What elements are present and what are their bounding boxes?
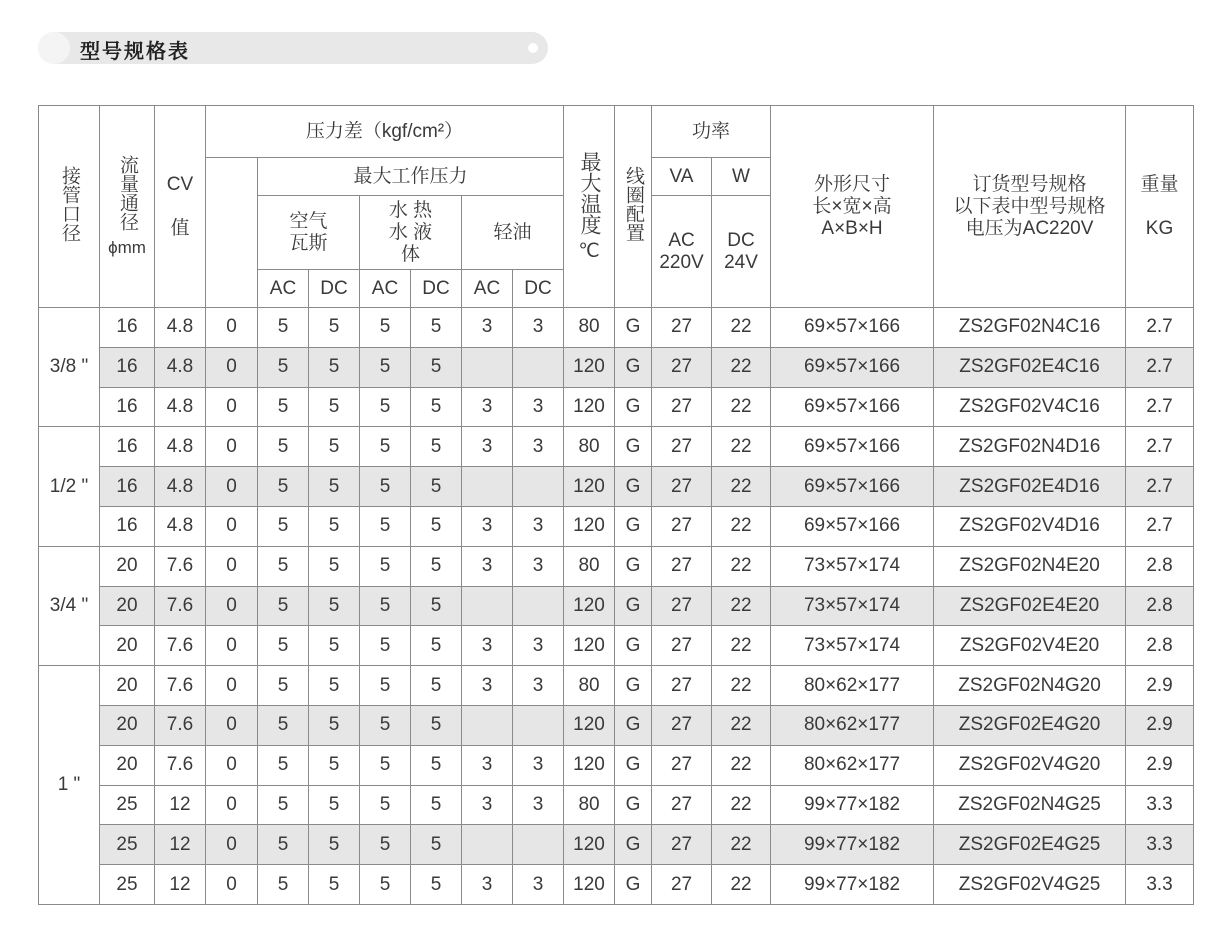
pipe-size-cell: 3/8 "	[39, 308, 100, 427]
header-ac220: AC 220V	[652, 196, 712, 308]
cell-temp: 120	[564, 745, 615, 785]
cell-water-dc: 5	[411, 347, 462, 387]
cell-w: 22	[712, 546, 771, 586]
cell-air-ac: 5	[258, 825, 309, 865]
header-water-dc: DC	[411, 270, 462, 308]
cell-water-ac: 5	[360, 666, 411, 706]
cell-oil-dc	[513, 467, 564, 507]
cell-oil-ac	[462, 467, 513, 507]
cell-model: ZS2GF02V4G20	[934, 745, 1126, 785]
table-row	[39, 666, 1194, 706]
cell-flow: 20	[100, 626, 155, 666]
cell-air-dc: 5	[309, 387, 360, 427]
cell-oil-dc: 3	[513, 745, 564, 785]
cell-min: 0	[206, 506, 258, 546]
cell-air-dc: 5	[309, 586, 360, 626]
cell-flow: 20	[100, 666, 155, 706]
cell-model: ZS2GF02N4D16	[934, 427, 1126, 467]
cell-cv: 7.6	[155, 705, 206, 745]
header-weight: 重量 KG	[1126, 106, 1194, 308]
cell-water-dc: 5	[411, 308, 462, 348]
cell-air-ac: 5	[258, 626, 309, 666]
cell-water-dc: 5	[411, 865, 462, 905]
table-row	[39, 308, 1194, 348]
cell-weight: 3.3	[1126, 785, 1194, 825]
cell-min: 0	[206, 705, 258, 745]
cell-flow: 16	[100, 467, 155, 507]
cell-temp: 80	[564, 666, 615, 706]
cell-oil-dc	[513, 586, 564, 626]
header-max-temp: 最大温度 ℃	[564, 106, 615, 308]
cell-oil-dc: 3	[513, 666, 564, 706]
cell-flow: 16	[100, 347, 155, 387]
cell-model: ZS2GF02E4G25	[934, 825, 1126, 865]
cell-temp: 120	[564, 865, 615, 905]
cell-air-ac: 5	[258, 427, 309, 467]
cell-oil-ac	[462, 705, 513, 745]
cell-water-dc: 5	[411, 745, 462, 785]
cell-flow: 16	[100, 506, 155, 546]
cell-dims: 69×57×166	[771, 506, 934, 546]
table-row	[39, 387, 1194, 427]
cell-dims: 73×57×174	[771, 586, 934, 626]
cell-temp: 80	[564, 546, 615, 586]
cell-water-dc: 5	[411, 387, 462, 427]
cell-dims: 99×77×182	[771, 865, 934, 905]
cell-coil: G	[615, 666, 652, 706]
cell-water-ac: 5	[360, 586, 411, 626]
cell-air-ac: 5	[258, 745, 309, 785]
cell-water-ac: 5	[360, 387, 411, 427]
cell-coil: G	[615, 308, 652, 348]
cell-w: 22	[712, 705, 771, 745]
header-oil-dc: DC	[513, 270, 564, 308]
table-row	[39, 506, 1194, 546]
cell-oil-dc: 3	[513, 626, 564, 666]
header-w: W	[712, 158, 771, 196]
cell-oil-ac: 3	[462, 666, 513, 706]
cell-flow: 16	[100, 308, 155, 348]
cell-water-ac: 5	[360, 745, 411, 785]
cell-water-ac: 5	[360, 347, 411, 387]
cell-dims: 73×57×174	[771, 546, 934, 586]
cell-va: 27	[652, 825, 712, 865]
cell-water-ac: 5	[360, 427, 411, 467]
cell-dims: 69×57×166	[771, 308, 934, 348]
cell-oil-dc	[513, 347, 564, 387]
cell-water-ac: 5	[360, 308, 411, 348]
cell-oil-dc	[513, 705, 564, 745]
cell-air-dc: 5	[309, 347, 360, 387]
cell-air-dc: 5	[309, 626, 360, 666]
cell-water-dc: 5	[411, 546, 462, 586]
cell-water-dc: 5	[411, 666, 462, 706]
cell-dims: 69×57×166	[771, 387, 934, 427]
cell-weight: 3.3	[1126, 825, 1194, 865]
cell-oil-dc	[513, 825, 564, 865]
cell-weight: 2.9	[1126, 705, 1194, 745]
cell-w: 22	[712, 506, 771, 546]
cell-min: 0	[206, 308, 258, 348]
cell-coil: G	[615, 705, 652, 745]
cell-coil: G	[615, 467, 652, 507]
table-row	[39, 427, 1194, 467]
cell-air-ac: 5	[258, 865, 309, 905]
cell-cv: 7.6	[155, 745, 206, 785]
pipe-size-cell: 1/2 "	[39, 427, 100, 546]
table-row	[39, 626, 1194, 666]
cell-cv: 4.8	[155, 347, 206, 387]
cell-air-dc: 5	[309, 308, 360, 348]
cell-oil-ac: 3	[462, 427, 513, 467]
cell-weight: 2.7	[1126, 506, 1194, 546]
cell-coil: G	[615, 745, 652, 785]
cell-dims: 80×62×177	[771, 745, 934, 785]
cell-flow: 20	[100, 705, 155, 745]
cell-min: 0	[206, 626, 258, 666]
cell-va: 27	[652, 427, 712, 467]
cell-min: 0	[206, 745, 258, 785]
cell-water-ac: 5	[360, 825, 411, 865]
cell-flow: 20	[100, 586, 155, 626]
cell-coil: G	[615, 347, 652, 387]
cell-flow: 20	[100, 745, 155, 785]
cell-oil-dc: 3	[513, 387, 564, 427]
cell-oil-ac: 3	[462, 546, 513, 586]
cell-temp: 120	[564, 467, 615, 507]
cell-water-ac: 5	[360, 467, 411, 507]
header-dimensions: 外形尺寸 长×宽×高 A×B×H	[771, 106, 934, 308]
cell-va: 27	[652, 666, 712, 706]
cell-w: 22	[712, 387, 771, 427]
cell-coil: G	[615, 586, 652, 626]
cell-air-ac: 5	[258, 666, 309, 706]
table-row	[39, 745, 1194, 785]
cell-coil: G	[615, 626, 652, 666]
cell-model: ZS2GF02E4E20	[934, 586, 1126, 626]
cell-air-dc: 5	[309, 865, 360, 905]
cell-cv: 7.6	[155, 586, 206, 626]
cell-model: ZS2GF02N4G25	[934, 785, 1126, 825]
cell-water-dc: 5	[411, 785, 462, 825]
cell-w: 22	[712, 308, 771, 348]
cell-air-dc: 5	[309, 427, 360, 467]
cell-temp: 80	[564, 785, 615, 825]
header-flow-diameter: 流量通径 ϕmm	[100, 106, 155, 308]
cell-cv: 4.8	[155, 387, 206, 427]
cell-cv: 4.8	[155, 506, 206, 546]
cell-temp: 120	[564, 626, 615, 666]
table-row	[39, 705, 1194, 745]
cell-coil: G	[615, 506, 652, 546]
header-air-dc: DC	[309, 270, 360, 308]
table-row	[39, 546, 1194, 586]
cell-oil-dc: 3	[513, 427, 564, 467]
cell-flow: 25	[100, 825, 155, 865]
cell-air-dc: 5	[309, 785, 360, 825]
cell-water-dc: 5	[411, 586, 462, 626]
cell-coil: G	[615, 865, 652, 905]
cell-coil: G	[615, 546, 652, 586]
table-row	[39, 785, 1194, 825]
cell-oil-ac: 3	[462, 308, 513, 348]
cell-model: ZS2GF02E4G20	[934, 705, 1126, 745]
cell-oil-ac: 3	[462, 865, 513, 905]
cell-w: 22	[712, 347, 771, 387]
cell-oil-dc: 3	[513, 506, 564, 546]
cell-water-ac: 5	[360, 546, 411, 586]
cell-weight: 3.3	[1126, 865, 1194, 905]
cell-coil: G	[615, 825, 652, 865]
cell-model: ZS2GF02V4G25	[934, 865, 1126, 905]
cell-temp: 120	[564, 586, 615, 626]
header-air-ac: AC	[258, 270, 309, 308]
cell-coil: G	[615, 387, 652, 427]
cell-min: 0	[206, 347, 258, 387]
cell-temp: 120	[564, 387, 615, 427]
pipe-size-cell: 1 "	[39, 666, 100, 905]
cell-weight: 2.8	[1126, 586, 1194, 626]
cell-cv: 4.8	[155, 308, 206, 348]
cell-flow: 16	[100, 427, 155, 467]
pipe-size-cell: 3/4 "	[39, 546, 100, 665]
header-light-oil: 轻油	[462, 196, 564, 270]
cell-w: 22	[712, 467, 771, 507]
cell-dims: 69×57×166	[771, 467, 934, 507]
cell-air-ac: 5	[258, 506, 309, 546]
header-cv: CV 值	[155, 106, 206, 308]
cell-model: ZS2GF02N4E20	[934, 546, 1126, 586]
cell-oil-dc: 3	[513, 785, 564, 825]
cell-dims: 69×57×166	[771, 347, 934, 387]
title-bar-dot	[528, 43, 538, 53]
cell-cv: 12	[155, 825, 206, 865]
cell-model: ZS2GF02N4C16	[934, 308, 1126, 348]
cell-air-ac: 5	[258, 586, 309, 626]
cell-w: 22	[712, 745, 771, 785]
cell-oil-ac: 3	[462, 785, 513, 825]
cell-min: 0	[206, 865, 258, 905]
cell-cv: 7.6	[155, 626, 206, 666]
cell-va: 27	[652, 546, 712, 586]
cell-water-dc: 5	[411, 705, 462, 745]
cell-air-ac: 5	[258, 308, 309, 348]
cell-flow: 16	[100, 387, 155, 427]
table-row	[39, 467, 1194, 507]
section-title-bar	[38, 32, 548, 64]
cell-weight: 2.7	[1126, 387, 1194, 427]
cell-va: 27	[652, 347, 712, 387]
cell-va: 27	[652, 506, 712, 546]
cell-oil-ac: 3	[462, 387, 513, 427]
cell-water-dc: 5	[411, 467, 462, 507]
cell-dims: 99×77×182	[771, 825, 934, 865]
cell-water-ac: 5	[360, 705, 411, 745]
cell-min: 0	[206, 666, 258, 706]
table-row	[39, 865, 1194, 905]
cell-weight: 2.7	[1126, 467, 1194, 507]
cell-oil-ac	[462, 347, 513, 387]
cell-model: ZS2GF02N4G20	[934, 666, 1126, 706]
cell-min: 0	[206, 785, 258, 825]
cell-weight: 2.9	[1126, 666, 1194, 706]
cell-air-dc: 5	[309, 745, 360, 785]
cell-w: 22	[712, 626, 771, 666]
cell-temp: 120	[564, 825, 615, 865]
cell-min: 0	[206, 467, 258, 507]
cell-weight: 2.7	[1126, 308, 1194, 348]
cell-water-ac: 5	[360, 626, 411, 666]
cell-va: 27	[652, 705, 712, 745]
cell-oil-ac	[462, 825, 513, 865]
title-bar-cap	[38, 32, 70, 64]
cell-w: 22	[712, 865, 771, 905]
cell-temp: 80	[564, 308, 615, 348]
header-max-working-pressure: 最大工作压力	[258, 158, 564, 196]
cell-model: ZS2GF02E4C16	[934, 347, 1126, 387]
cell-air-dc: 5	[309, 546, 360, 586]
cell-weight: 2.9	[1126, 745, 1194, 785]
cell-flow: 25	[100, 785, 155, 825]
cell-va: 27	[652, 387, 712, 427]
header-air-gas: 空气 瓦斯	[258, 196, 360, 270]
cell-cv: 12	[155, 865, 206, 905]
cell-min: 0	[206, 387, 258, 427]
cell-oil-ac: 3	[462, 506, 513, 546]
cell-dims: 73×57×174	[771, 626, 934, 666]
cell-flow: 20	[100, 546, 155, 586]
header-pressure-diff: 压力差（kgf/cm²）	[206, 106, 564, 158]
cell-water-ac: 5	[360, 785, 411, 825]
cell-oil-ac	[462, 586, 513, 626]
cell-air-dc: 5	[309, 467, 360, 507]
cell-model: ZS2GF02E4D16	[934, 467, 1126, 507]
cell-cv: 4.8	[155, 467, 206, 507]
cell-flow: 25	[100, 865, 155, 905]
cell-cv: 7.6	[155, 666, 206, 706]
cell-oil-ac: 3	[462, 745, 513, 785]
cell-water-ac: 5	[360, 865, 411, 905]
cell-dims: 80×62×177	[771, 705, 934, 745]
cell-temp: 120	[564, 506, 615, 546]
cell-coil: G	[615, 427, 652, 467]
header-oil-ac: AC	[462, 270, 513, 308]
cell-oil-dc: 3	[513, 308, 564, 348]
cell-air-dc: 5	[309, 666, 360, 706]
cell-w: 22	[712, 586, 771, 626]
cell-dims: 99×77×182	[771, 785, 934, 825]
cell-weight: 2.7	[1126, 427, 1194, 467]
cell-water-dc: 5	[411, 427, 462, 467]
cell-water-ac: 5	[360, 506, 411, 546]
header-dc24: DC 24V	[712, 196, 771, 308]
cell-cv: 12	[155, 785, 206, 825]
cell-w: 22	[712, 427, 771, 467]
cell-air-ac: 5	[258, 785, 309, 825]
cell-va: 27	[652, 626, 712, 666]
cell-air-ac: 5	[258, 387, 309, 427]
cell-oil-ac: 3	[462, 626, 513, 666]
table-row	[39, 586, 1194, 626]
header-order-model: 订货型号规格 以下表中型号规格 电压为AC220V	[934, 106, 1126, 308]
cell-va: 27	[652, 586, 712, 626]
cell-w: 22	[712, 825, 771, 865]
cell-min: 0	[206, 586, 258, 626]
cell-coil: G	[615, 785, 652, 825]
table-row	[39, 825, 1194, 865]
header-power: 功率	[652, 106, 771, 158]
cell-temp: 80	[564, 427, 615, 467]
cell-water-dc: 5	[411, 506, 462, 546]
cell-temp: 120	[564, 347, 615, 387]
cell-water-dc: 5	[411, 626, 462, 666]
cell-weight: 2.7	[1126, 347, 1194, 387]
table-body	[39, 308, 1194, 905]
cell-oil-dc: 3	[513, 546, 564, 586]
cell-air-ac: 5	[258, 467, 309, 507]
cell-w: 22	[712, 666, 771, 706]
cell-air-dc: 5	[309, 825, 360, 865]
cell-model: ZS2GF02V4E20	[934, 626, 1126, 666]
header-water-ac: AC	[360, 270, 411, 308]
cell-va: 27	[652, 745, 712, 785]
cell-dims: 69×57×166	[771, 427, 934, 467]
cell-air-dc: 5	[309, 506, 360, 546]
cell-weight: 2.8	[1126, 546, 1194, 586]
cell-air-ac: 5	[258, 705, 309, 745]
spec-table	[38, 105, 1194, 905]
cell-cv: 4.8	[155, 427, 206, 467]
cell-temp: 120	[564, 705, 615, 745]
table-row	[39, 347, 1194, 387]
cell-va: 27	[652, 467, 712, 507]
header-va: VA	[652, 158, 712, 196]
cell-dims: 80×62×177	[771, 666, 934, 706]
page-title: 型号规格表	[80, 39, 190, 63]
cell-min: 0	[206, 427, 258, 467]
header-coil: 线圈配置	[615, 106, 652, 308]
header-min-pressure	[206, 158, 258, 308]
cell-va: 27	[652, 785, 712, 825]
cell-oil-dc: 3	[513, 865, 564, 905]
cell-va: 27	[652, 308, 712, 348]
cell-w: 22	[712, 785, 771, 825]
cell-air-dc: 5	[309, 705, 360, 745]
header-water: 水 热水 液体	[360, 196, 462, 270]
cell-model: ZS2GF02V4D16	[934, 506, 1126, 546]
cell-water-dc: 5	[411, 825, 462, 865]
cell-min: 0	[206, 825, 258, 865]
cell-weight: 2.8	[1126, 626, 1194, 666]
cell-cv: 7.6	[155, 546, 206, 586]
cell-air-ac: 5	[258, 347, 309, 387]
cell-va: 27	[652, 865, 712, 905]
cell-air-ac: 5	[258, 546, 309, 586]
header-pipe-size: 接管口径	[39, 106, 100, 308]
cell-min: 0	[206, 546, 258, 586]
cell-model: ZS2GF02V4C16	[934, 387, 1126, 427]
